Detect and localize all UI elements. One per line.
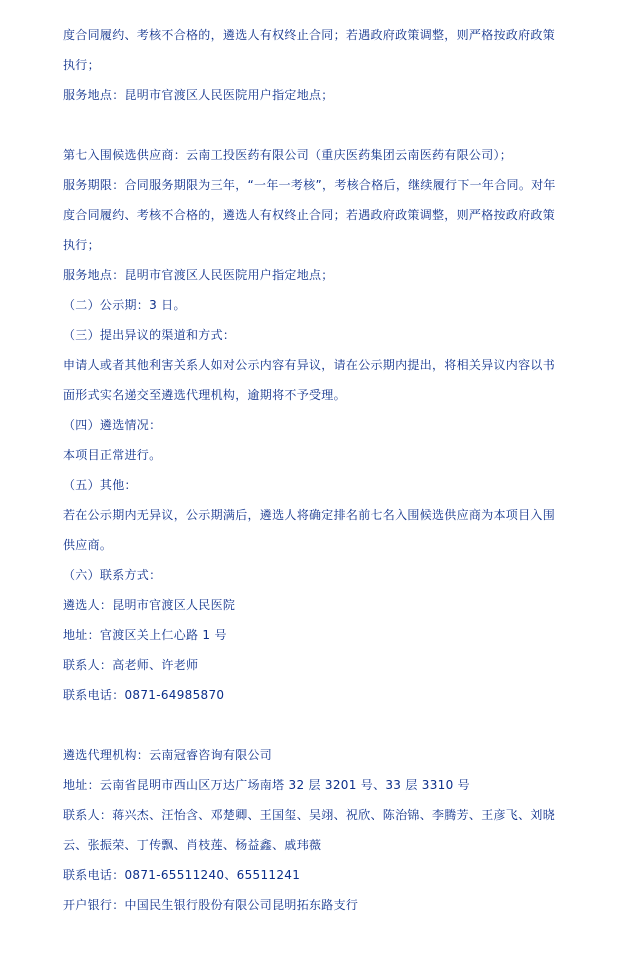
- section-heading: （三）提出异议的渠道和方式：: [63, 328, 236, 342]
- agency-line: 联系人：蒋兴杰、汪怡含、邓楚卿、王国玺、吴翊、祝欣、陈治锦、李腾芳、王彦飞、刘晓: [63, 808, 556, 822]
- text-line: 面形式实名递交至遴选代理机构，逾期将不予受理。: [63, 388, 346, 402]
- text-line: 执行；: [63, 58, 100, 72]
- service-period-line: 服务期限：合同服务期限为三年，“一年一考核”，考核合格后，继续履行下一年合同。对年: [63, 178, 556, 192]
- section-heading: （四）遴选情况：: [63, 418, 162, 432]
- text-line: 本项目正常进行。: [63, 448, 162, 462]
- section-heading: （六）联系方式：: [63, 568, 162, 582]
- agency-line: 开户银行：中国民生银行股份有限公司昆明拓东路支行: [63, 898, 359, 912]
- text-line: 申请人或者其他利害关系人如对公示内容有异议，请在公示期内提出，将相关异议内容以书: [63, 358, 556, 372]
- text-line: 执行；: [63, 238, 100, 252]
- section-heading: （五）其他：: [63, 478, 137, 492]
- service-location-line: 服务地点：昆明市官渡区人民医院用户指定地点；: [63, 88, 334, 102]
- agency-line: 地址：云南省昆明市西山区万达广场南塔 32 层 3201 号、33 层 3310 号: [63, 778, 470, 792]
- contact-line: 联系电话：0871-64985870: [63, 688, 225, 702]
- contact-line: 地址：官渡区关上仁心路 1 号: [63, 628, 227, 642]
- seventh-supplier-line: 第七入围候选供应商：云南工投医药有限公司（重庆医药集团云南医药有限公司）；: [63, 148, 513, 162]
- agency-line: 遴选代理机构：云南冠睿咨询有限公司: [63, 748, 273, 762]
- text-line: 若在公示期内无异议，公示期满后，遴选人将确定排名前七名入围候选供应商为本项目入围: [63, 508, 556, 522]
- text-line: 度合同履约、考核不合格的，遴选人有权终止合同；若遇政府政策调整，则严格按政府政策: [63, 28, 556, 42]
- text-line: 度合同履约、考核不合格的，遴选人有权终止合同；若遇政府政策调整，则严格按政府政策: [63, 208, 556, 222]
- agency-line: 云、张振荣、丁传飘、肖枝莲、杨益鑫、戚玮薇: [63, 838, 322, 852]
- service-location-line: 服务地点：昆明市官渡区人民医院用户指定地点；: [63, 268, 334, 282]
- section-heading: （二）公示期：3 日。: [63, 298, 186, 312]
- contact-line: 遴选人：昆明市官渡区人民医院: [63, 598, 236, 612]
- contact-line: 联系人：高老师、许老师: [63, 658, 199, 672]
- text-line: 供应商。: [63, 538, 113, 552]
- agency-line: 联系电话：0871-65511240、65511241: [63, 868, 301, 882]
